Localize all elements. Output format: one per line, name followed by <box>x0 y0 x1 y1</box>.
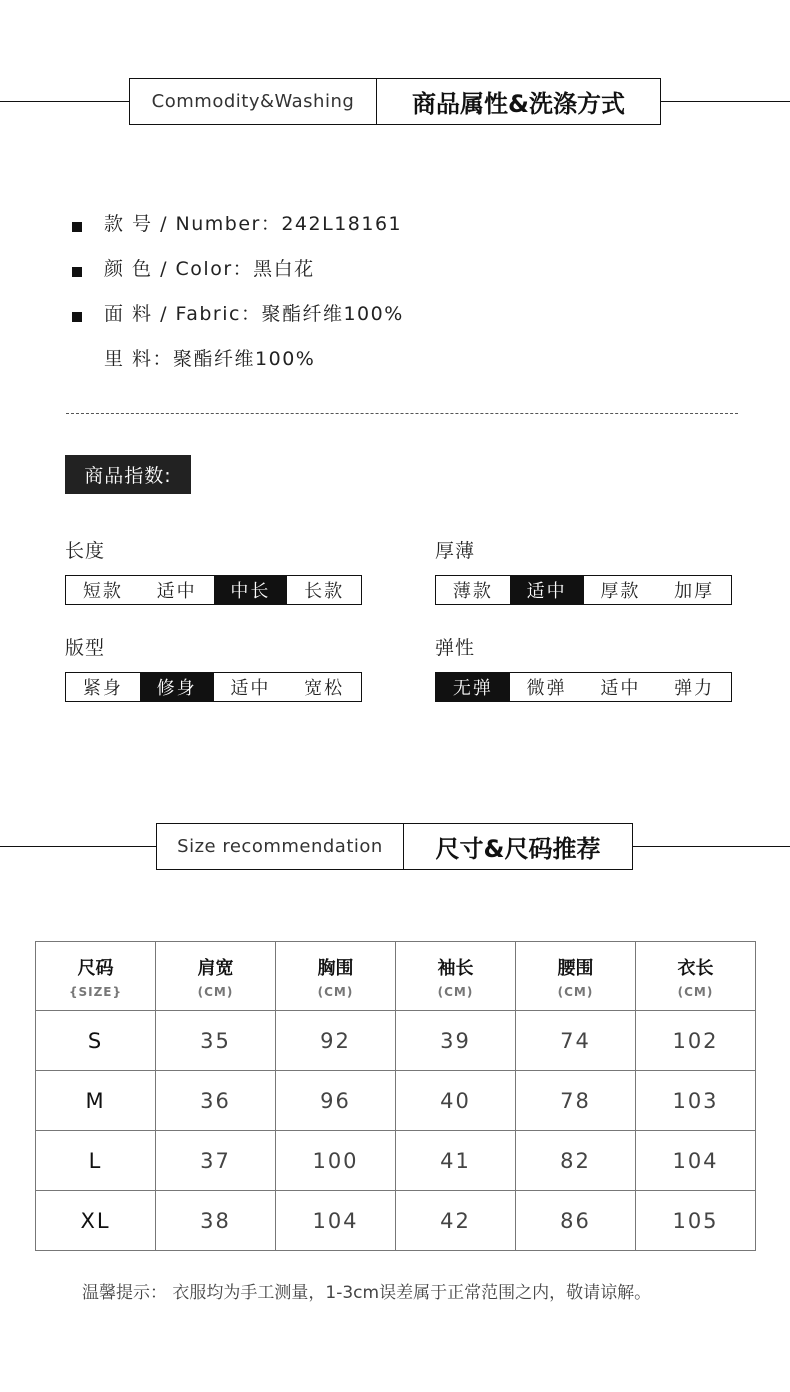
table-header-cell <box>276 942 396 1011</box>
table-header-row <box>36 942 756 1011</box>
table-cell: 37 <box>156 1131 276 1191</box>
scale-fit <box>65 672 362 702</box>
attribute-color: 颜 色 / Color：黑白花 <box>104 258 315 280</box>
table-cell: 38 <box>156 1191 276 1251</box>
table-row <box>36 1071 756 1131</box>
section2-line-right <box>632 846 790 847</box>
table-cell: 74 <box>516 1011 636 1071</box>
scale-option-selected: 无弹 <box>436 673 510 701</box>
section1-line-right <box>660 101 790 102</box>
table-header-cell <box>516 942 636 1011</box>
scale-option: 宽松 <box>304 678 345 699</box>
table-cell: 96 <box>276 1071 396 1131</box>
scale-option: 加厚 <box>674 581 715 602</box>
table-cell: 92 <box>276 1011 396 1071</box>
header-unit: (CM) <box>437 984 474 999</box>
scale-label-fit: 版型 <box>65 637 106 659</box>
scale-option: 短款 <box>82 581 123 602</box>
measurement-note: 温馨提示： 衣服均为手工测量，1-3cm误差属于正常范围之内，敬请谅解。 <box>82 1283 652 1303</box>
table-header-cell <box>636 942 756 1011</box>
section2-title-cn: 尺寸&尺码推荐 <box>435 835 601 863</box>
table-cell: 104 <box>636 1131 756 1191</box>
header-title: 肩宽 <box>197 957 234 979</box>
table-row <box>36 1011 756 1071</box>
table-cell: 86 <box>516 1191 636 1251</box>
section1-title <box>129 78 661 125</box>
scale-label-length: 长度 <box>65 540 106 562</box>
size-cell: XL <box>36 1191 156 1251</box>
header-unit: (CM) <box>317 984 354 999</box>
size-table <box>35 941 756 1251</box>
header-unit: {SIZE} <box>68 984 123 999</box>
header-unit: (CM) <box>677 984 714 999</box>
scale-option: 弹力 <box>674 678 715 699</box>
table-cell: 36 <box>156 1071 276 1131</box>
table-cell: 104 <box>276 1191 396 1251</box>
scale-option: 薄款 <box>452 581 493 602</box>
square-bullet-icon <box>72 267 82 277</box>
table-cell: 82 <box>516 1131 636 1191</box>
table-cell: 105 <box>636 1191 756 1251</box>
scale-label-thickness: 厚薄 <box>435 540 476 562</box>
table-header-cell <box>396 942 516 1011</box>
header-title: 尺码 <box>77 957 114 979</box>
attribute-number: 款 号 / Number：242L18161 <box>104 213 403 235</box>
header-title: 腰围 <box>557 957 594 979</box>
scale-option-selected: 中长 <box>214 576 288 604</box>
table-row <box>36 1191 756 1251</box>
scale-option: 厚款 <box>600 581 641 602</box>
table-cell: 102 <box>636 1011 756 1071</box>
header-unit: (CM) <box>197 984 234 999</box>
index-title: 商品指数: <box>65 455 191 494</box>
scale-option: 适中 <box>156 581 197 602</box>
attribute-fabric: 面 料 / Fabric：聚酯纤维100% <box>104 303 404 325</box>
table-cell: 42 <box>396 1191 516 1251</box>
table-cell: 39 <box>396 1011 516 1071</box>
size-cell: S <box>36 1011 156 1071</box>
scale-option: 紧身 <box>82 678 123 699</box>
section2-title-en: Size recommendation <box>157 824 404 869</box>
square-bullet-icon <box>72 312 82 322</box>
scale-thickness <box>435 575 732 605</box>
attribute-lining: 里 料：聚酯纤维100% <box>104 348 316 370</box>
header-title: 胸围 <box>317 957 354 979</box>
scale-option: 微弹 <box>526 678 567 699</box>
size-cell: L <box>36 1131 156 1191</box>
table-cell: 100 <box>276 1131 396 1191</box>
scale-length <box>65 575 362 605</box>
section2-title <box>156 823 633 870</box>
table-row <box>36 1131 756 1191</box>
header-title: 袖长 <box>437 957 474 979</box>
table-cell: 41 <box>396 1131 516 1191</box>
section1-line-left <box>0 101 130 102</box>
scale-option: 适中 <box>230 678 271 699</box>
table-cell: 103 <box>636 1071 756 1131</box>
section1-title-en: Commodity&Washing <box>130 79 377 124</box>
size-cell: M <box>36 1071 156 1131</box>
scale-elasticity <box>435 672 732 702</box>
section1-title-cn: 商品属性&洗涤方式 <box>412 90 625 118</box>
scale-option-selected: 适中 <box>510 576 584 604</box>
scale-option: 长款 <box>304 581 345 602</box>
dashed-divider <box>66 413 738 414</box>
scale-option: 适中 <box>600 678 641 699</box>
table-header-cell <box>36 942 156 1011</box>
table-cell: 78 <box>516 1071 636 1131</box>
section2-line-left <box>0 846 157 847</box>
table-cell: 40 <box>396 1071 516 1131</box>
header-unit: (CM) <box>557 984 594 999</box>
header-title: 衣长 <box>677 957 714 979</box>
scale-option-selected: 修身 <box>140 673 214 701</box>
scale-label-elasticity: 弹性 <box>435 637 476 659</box>
table-cell: 35 <box>156 1011 276 1071</box>
square-bullet-icon <box>72 222 82 232</box>
table-header-cell <box>156 942 276 1011</box>
